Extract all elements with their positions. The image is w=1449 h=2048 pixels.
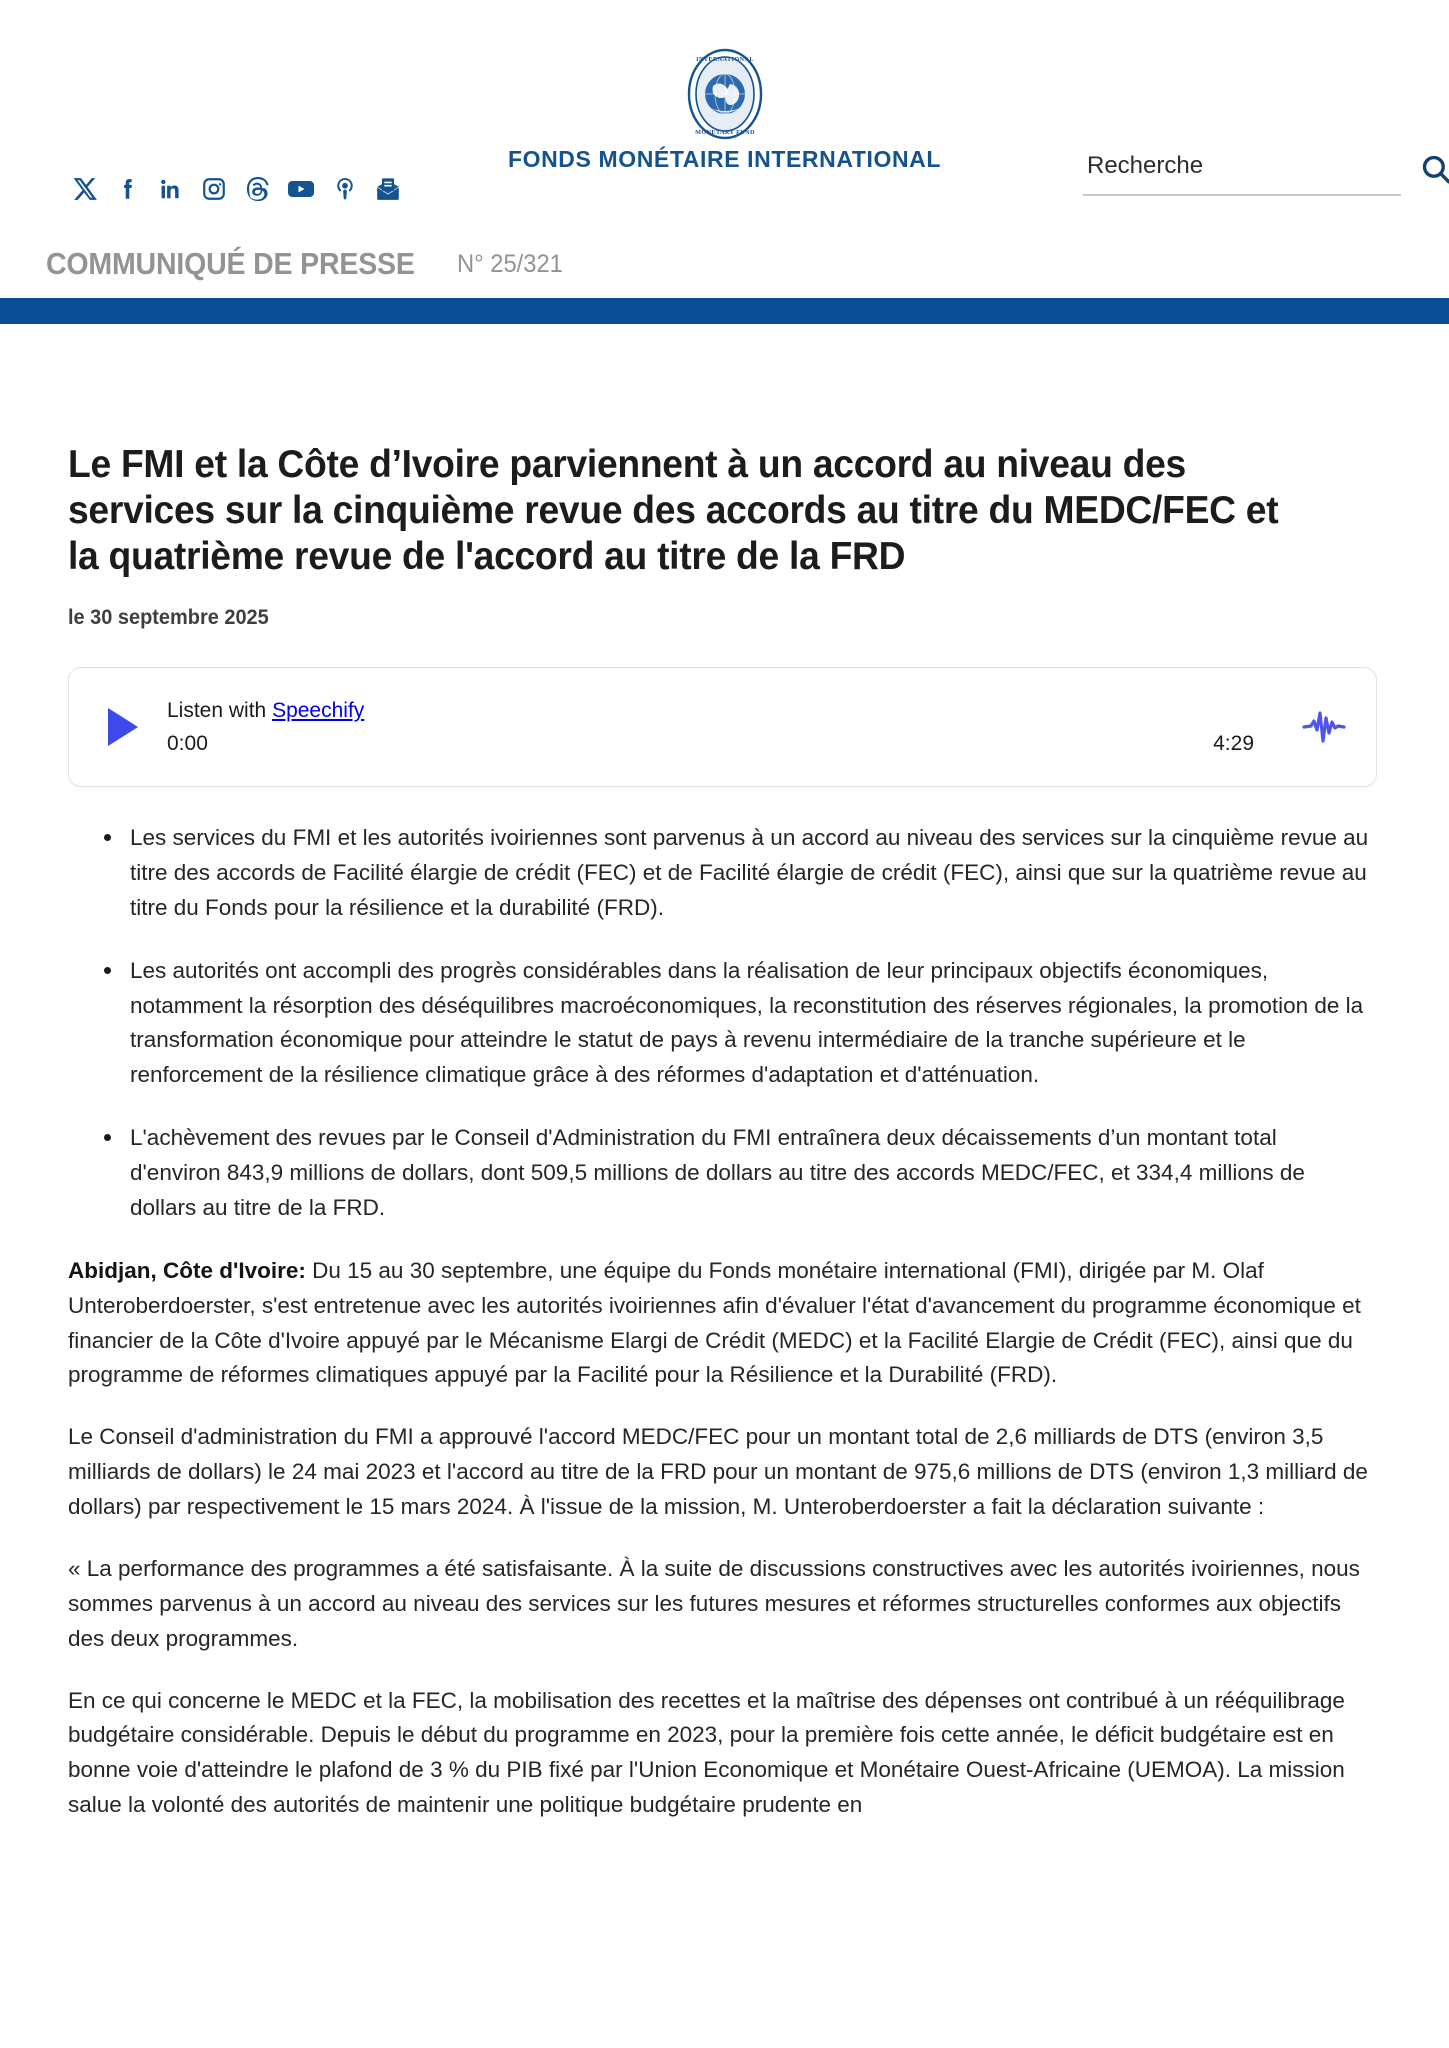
- summary-bullet-list: [68, 821, 1389, 1226]
- paragraph-text: Du 15 au 30 septembre, une équipe du Fonds monétaire international (FMI), dirigée par M. Olaf Unteroberdoerster, s'est entretenue avec les autorités ivoiriennes afin d'évaluer l'état d'avancement du programme économique et financier de la Côte d'Ivoire appuyé par le Mécanisme Elargi de Crédit (MEDC) et la Facilité Elargie de Crédit (FEC), ainsi que du programme de réformes climatiques appuyé par la Facilité pour la Résilience et la Durabilité (FRD).: [68, 1257, 1361, 1388]
- speechify-link[interactable]: Speechify: [272, 698, 365, 722]
- youtube-icon[interactable]: [287, 176, 315, 202]
- instagram-icon[interactable]: [201, 176, 227, 202]
- site-header: [0, 0, 1449, 230]
- imf-seal-icon: [686, 48, 764, 140]
- paragraph-quote: « La performance des programmes a été satisfaisante. À la suite de discussions constructives avec les autorités ivoiriennes, nous sommes parvenus à un accord au niveau des services sur les futures mesures et réformes structurelles conformes aux objectifs des deux programmes.: [68, 1555, 1360, 1651]
- list-item: Les autorités ont accompli des progrès considérables dans la réalisation de leur principaux objectifs économiques, notamment la résorption des déséquilibres macroéconomiques, la reconstitution des réserves régionales, la promotion de la transformation économique pour atteindre le statut de pays à revenu intermédiaire de la tranche supérieure et le renforcement de la résilience climatique grâce à des réformes d'adaptation et d'atténuation.: [100, 954, 1370, 1094]
- speechify-player[interactable]: [68, 667, 1377, 787]
- facebook-icon[interactable]: [115, 176, 141, 202]
- speechify-waveform-icon[interactable]: [1302, 709, 1346, 745]
- paragraph-board: Le Conseil d'administration du FMI a approuvé l'accord MEDC/FEC pour un montant total de 2,6 milliards de DTS (environ 3,5 milliards de dollars) le 24 mai 2023 et l'accord au titre de la FRD pour un montant de 975,6 millions de DTS (environ 1,3 milliard de dollars) par respectivement le 15 mars 2024. À l'issue de la mission, M. Unteroberdoerster a fait la déclaration suivante :: [68, 1424, 1368, 1520]
- linkedin-icon[interactable]: [158, 176, 184, 202]
- svg-text:INTERNATIONAL: INTERNATIONAL: [695, 56, 754, 63]
- play-button[interactable]: [97, 701, 149, 753]
- blue-divider-bar: [0, 298, 1449, 324]
- player-label-prefix: Listen with: [167, 698, 273, 722]
- player-timeline[interactable]: [167, 732, 1288, 756]
- kicker-label: COMMUNIQUÉ DE PRESSE: [46, 246, 415, 281]
- page-title: Le FMI et la Côte d’Ivoire parviennent à un accord au niveau des services sur la cinquième revue des accords au titre du MEDC/FEC et la quatrième revue de l'accord au titre de la FRD: [68, 443, 1279, 579]
- x-twitter-icon[interactable]: [72, 176, 98, 202]
- kicker-number: N° 25/321: [456, 249, 563, 278]
- press-release-kicker: [0, 230, 1449, 298]
- social-links: [72, 176, 401, 202]
- paragraph-fiscal: En ce qui concerne le MEDC et la FEC, la mobilisation des recettes et la maîtrise des dépenses ont contribué à un rééquilibrage budgétaire considérable. Depuis le début du programme en 2023, pour la première fois cette année, le déficit budgétaire est en bonne voie d'atteindre le plafond de 3 % du PIB fixé par l'Union Economique et Monétaire Ouest-Africaine (UEMOA). La mission salue la volonté des autorités de maintenir une politique budgétaire prudente en: [68, 1687, 1345, 1818]
- search-icon: [1419, 152, 1449, 186]
- publication-date: le 30 septembre 2025: [68, 606, 269, 630]
- search-box[interactable]: [1083, 152, 1403, 196]
- svg-text:MONETARY FUND: MONETARY FUND: [694, 129, 755, 136]
- dateline: Abidjan, Côte d'Ivoire:: [68, 1257, 306, 1283]
- play-icon: [108, 708, 138, 746]
- list-item: L'achèvement des revues par le Conseil d'Administration du FMI entraînera deux décaissements d’un montant total d'environ 843,9 millions de dollars, dont 509,5 millions de dollars au titre des accords MEDC/FEC, et 334,4 millions de dollars au titre de la FRD.: [100, 1121, 1370, 1226]
- total-duration: 4:29: [1213, 731, 1254, 755]
- current-time: 0:00: [167, 731, 208, 755]
- paragraph-abidjan: [68, 1254, 1368, 1394]
- newsletter-icon[interactable]: [375, 176, 401, 202]
- article-body: [0, 324, 1449, 1883]
- search-input[interactable]: [1083, 152, 1401, 196]
- podcast-icon[interactable]: [332, 176, 358, 202]
- search-button[interactable]: [1419, 152, 1449, 196]
- imf-wordmark: FONDS MONÉTAIRE INTERNATIONAL: [507, 146, 942, 172]
- player-label: [167, 699, 1288, 723]
- threads-icon[interactable]: [244, 176, 270, 202]
- list-item: Les services du FMI et les autorités ivoiriennes sont parvenus à un accord au niveau des services sur la cinquième revue au titre des accords de Facilité élargie de crédit (FEC) et de Facilité élargie de crédit (FEC), ainsi que sur la quatrième revue au titre du Fonds pour la résilience et la durabilité (FRD).: [100, 821, 1370, 926]
